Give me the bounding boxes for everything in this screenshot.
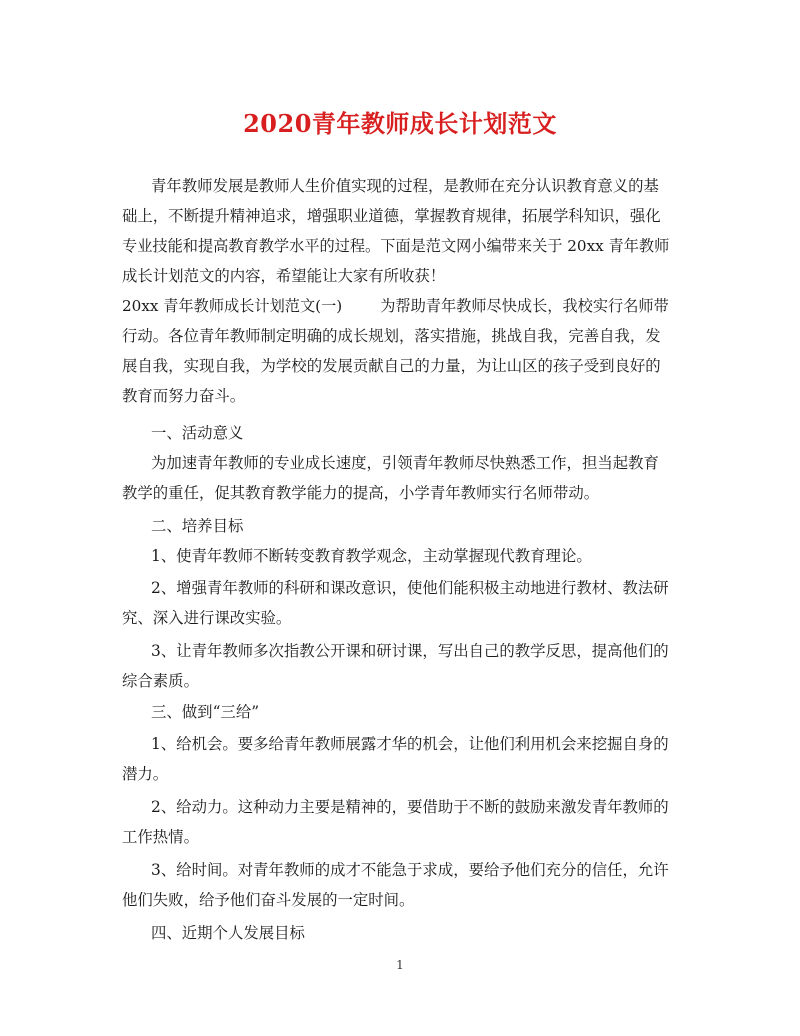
part3-heading: 三、做到“三给” bbox=[151, 703, 260, 721]
part3-item2-line-2: 工作热情。 bbox=[122, 828, 199, 846]
part4-heading: 四、近期个人发展目标 bbox=[151, 924, 305, 942]
section-heading-line bbox=[122, 296, 669, 316]
intro-line-3: 专业技能和提高教育教学水平的过程。下面是范文网小编带来关于 20xx 青年教师 bbox=[122, 237, 670, 255]
section-heading: 20xx 青年教师成长计划范文(一) bbox=[122, 297, 343, 315]
part1-line-2: 教学的重任，促其教育教学能力的提高，小学青年教师实行名师带动。 bbox=[122, 484, 600, 502]
part1-heading: 一、活动意义 bbox=[151, 424, 244, 442]
part2-item1: 1、使青年教师不断转变教育教学观念，主动掌握现代教育理论。 bbox=[151, 547, 592, 565]
intro-line-1: 青年教师发展是教师人生价值实现的过程，是教师在充分认识教育意义的基 bbox=[151, 177, 659, 195]
part2-item2-line-1: 2、增强青年教师的科研和课改意识，使他们能积极主动地进行教材、教法研 bbox=[151, 579, 669, 597]
part3-item3-line-2: 他们失败，给予他们奋斗发展的一定时间。 bbox=[122, 891, 415, 909]
section-body-line-1: 行动。各位青年教师制定明确的成长规划，落实措施，挑战自我，完善自我，发 bbox=[122, 327, 661, 345]
document-title: 2020青年教师成长计划范文 bbox=[243, 109, 557, 138]
part2-item3-line-2: 综合素质。 bbox=[122, 672, 199, 690]
part2-item3-line-1: 3、让青年教师多次指教公开课和研讨课，写出自己的教学反思，提高他们的 bbox=[151, 642, 669, 660]
section-body-line-2: 展自我，实现自我，为学校的发展贡献自己的力量，为让山区的孩子受到良好的 bbox=[122, 357, 661, 375]
section-opening: 为帮助青年教师尽快成长，我校实行名师带 bbox=[380, 297, 669, 315]
intro-line-2: 础上，不断提升精神追求，增强职业道德，掌握教育规律，拓展学科知识，强化 bbox=[122, 207, 661, 225]
part3-item1-line-2: 潜力。 bbox=[122, 765, 169, 783]
intro-line-4: 成长计划范文的内容，希望能让大家有所收获！ bbox=[122, 267, 446, 285]
part3-item2-line-1: 2、给动力。这种动力主要是精神的，要借助于不断的鼓励来激发青年教师的 bbox=[151, 798, 669, 816]
part3-item3-line-1: 3、给时间。对青年教师的成才不能急于求成，要给予他们充分的信任，允许 bbox=[151, 861, 669, 879]
page-number: 1 bbox=[396, 958, 404, 972]
part2-heading: 二、培养目标 bbox=[151, 517, 244, 535]
part1-line-1: 为加速青年教师的专业成长速度，引领青年教师尽快熟悉工作，担当起教育 bbox=[151, 454, 659, 472]
part3-item1-line-1: 1、给机会。要多给青年教师展露才华的机会，让他们利用机会来挖掘自身的 bbox=[151, 735, 669, 753]
part2-item2-line-2: 究、深入进行课改实验。 bbox=[122, 609, 292, 627]
section-body-line-3: 教育而努力奋斗。 bbox=[122, 387, 246, 405]
